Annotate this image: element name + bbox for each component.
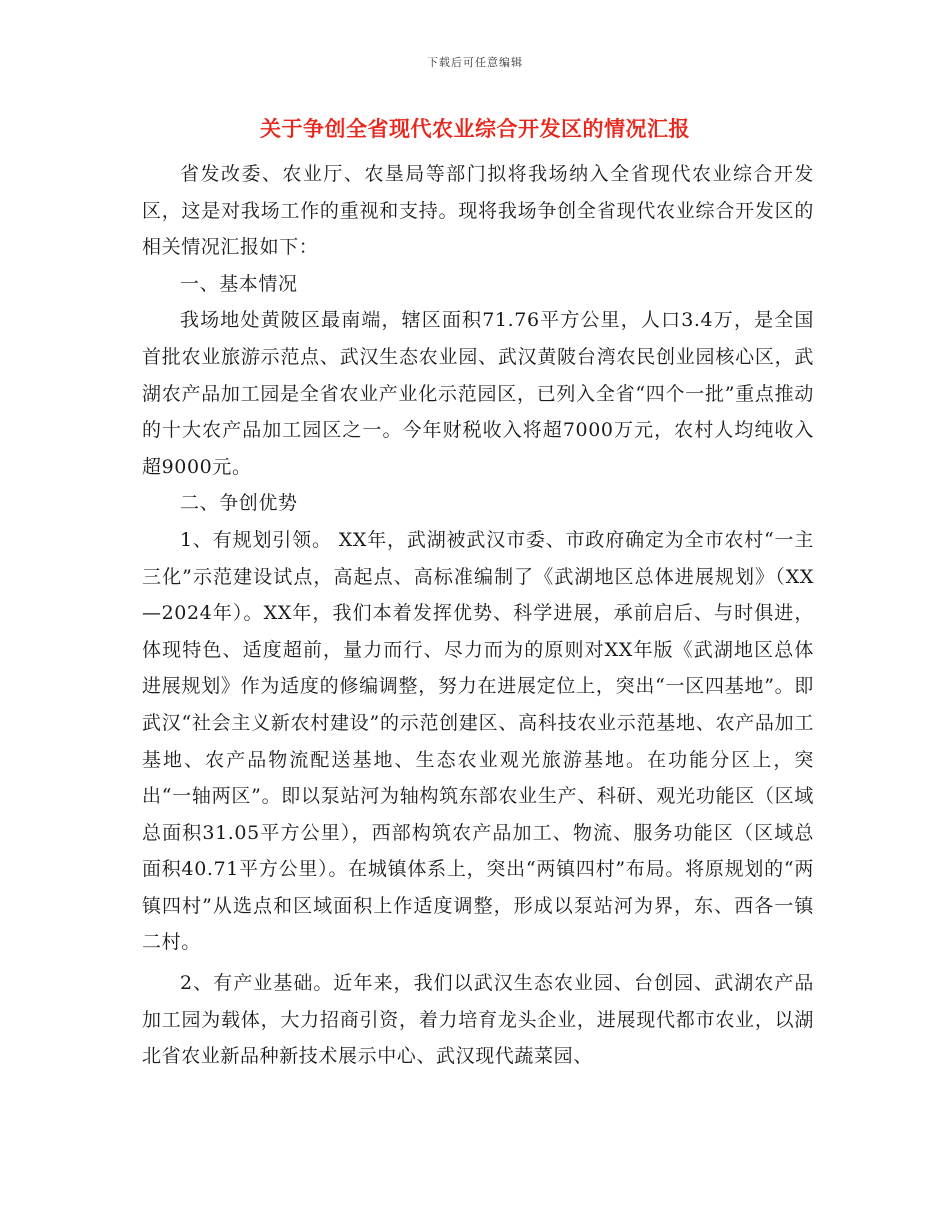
document-title: 关于争创全省现代农业综合开发区的情况汇报 — [260, 116, 690, 141]
basic-situation-paragraph: 我场地处黄陂区最南端，辖区面积71.76平方公里，人口3.4万，是全国首批农业旅游示范点、武汉生态农业园、武汉黄陂台湾农民创业园核心区，武湖农产品加工园是全省农业产业化示范园区，已列入全省“四个一批”重点推动的十大农产品加工园区之一。今年财税收入将超7000万元，农村人均纯收入超9000元。 — [142, 309, 814, 478]
planning-guidance-paragraph: 1、有规划引领。 XX年，武湖被武汉市委、市政府确定为全市农村“一主三化”示范建设试点，高起点、高标准编制了《武湖地区总体进展规划》（XX—2024年）。XX年，我们本着发挥优势、科学进展，承前启后、与时俱进，体现特色、适度超前，量力而行、尽力而为的原则对XX年版《武湖地区总体进展规划》作为适度的修编调整，努力在进展定位上，突出“一区四基地”。即武汉“社会主义新农村建设”的示范创建区、高科技农业示范基地、农产品加工基地、农产品物流配送基地、生态农业观光旅游基地。在功能分区上，突出“一轴两区”。即以泵站河为轴构筑东部农业生产、科研、观光功能区（区域总面积31.05平方公里），西部构筑农产品加工、物流、服务功能区（区域总面积40.71平方公里）。在城镇体系上，突出“两镇四村”布局。将原规划的“两镇四村”从选点和区域面积上作适度调整，形成以泵站河为界，东、西各一镇二村。 — [142, 528, 814, 954]
document-body — [142, 156, 814, 1075]
section-heading-advantages: 二、争创优势 — [180, 492, 298, 515]
industrial-base-paragraph: 2、有产业基础。近年来，我们以武汉生态农业园、台创园、武湖农产品加工园为载体，大力招商引资，着力培育龙头企业，进展现代都市农业，以湖北省农业新品种新技术展示中心、武汉现代蔬菜园、 — [142, 972, 814, 1068]
intro-paragraph: 省发改委、农业厅、农垦局等部门拟将我场纳入全省现代农业综合开发区，这是对我场工作的重视和支持。现将我场争创全省现代农业综合开发区的相关情况汇报如下： — [142, 163, 814, 259]
page-header-note: 下载后可任意编辑 — [427, 56, 523, 69]
section-heading-basic-situation: 一、基本情况 — [180, 272, 298, 295]
